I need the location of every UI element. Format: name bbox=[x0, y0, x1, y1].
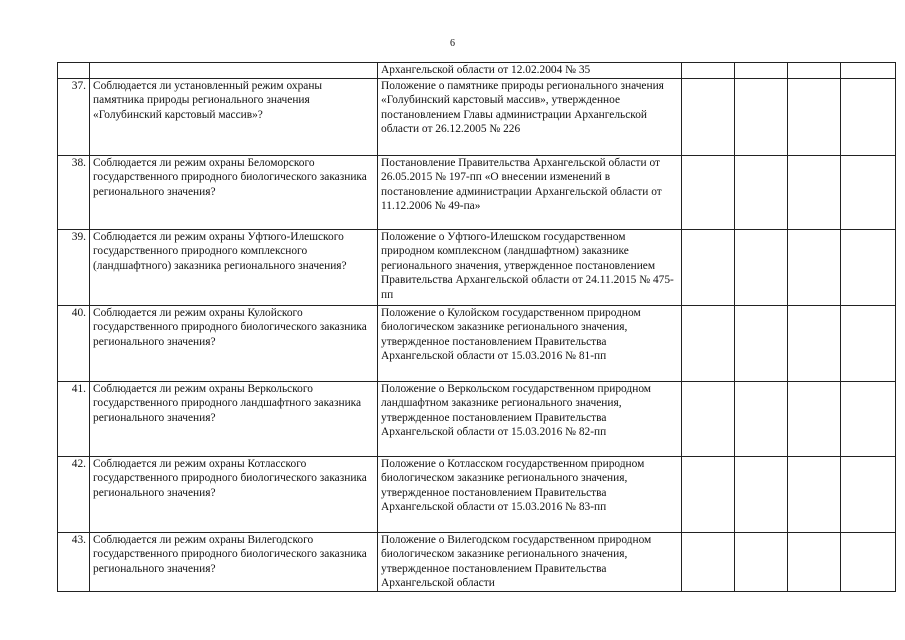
row-number: 42. bbox=[58, 456, 90, 532]
note-cell[interactable] bbox=[841, 456, 896, 532]
answer-no-cell[interactable] bbox=[735, 381, 788, 456]
answer-yes-cell[interactable] bbox=[682, 305, 735, 381]
checklist-table bbox=[57, 62, 896, 592]
row-number: 43. bbox=[58, 532, 90, 591]
answer-yes-cell[interactable] bbox=[682, 381, 735, 456]
legal-basis-cell: Положение о Уфтюго-Илешском государственном природном комплексном (ландшафтном) заказнике регионального значения, утвержденное постановлением Правительства Архангельской области от 24.11.2015 № 475-пп bbox=[378, 229, 682, 305]
legal-basis-cell: Положение о памятнике природы регионального значения «Голубинский карстовый массив», утвержденное постановлением Главы администрации Архангельской области от 26.12.2005 № 226 bbox=[378, 78, 682, 155]
row-number: 37. bbox=[58, 78, 90, 155]
answer-no-cell[interactable] bbox=[735, 305, 788, 381]
question-cell: Соблюдается ли режим охраны Беломорского государственного природного биологического заказника регионального значения? bbox=[90, 155, 378, 229]
answer-na-cell[interactable] bbox=[788, 532, 841, 591]
legal-basis-cell: Положение о Веркольском государственном природном ландшафтном заказнике регионального значения, утвержденное постановлением Правительства Архангельской области от 15.03.2016 № 82-пп bbox=[378, 381, 682, 456]
legal-basis-cell: Архангельской области от 12.02.2004 № 35 bbox=[378, 63, 682, 79]
table-row bbox=[58, 305, 896, 381]
table-row bbox=[58, 229, 896, 305]
answer-na-cell[interactable] bbox=[788, 456, 841, 532]
answer-yes-cell[interactable] bbox=[682, 456, 735, 532]
question-cell: Соблюдается ли режим охраны Кулойского государственного природного биологического заказника регионального значения? bbox=[90, 305, 378, 381]
answer-yes-cell[interactable] bbox=[682, 78, 735, 155]
answer-yes-cell[interactable] bbox=[682, 63, 735, 79]
note-cell[interactable] bbox=[841, 381, 896, 456]
note-cell[interactable] bbox=[841, 532, 896, 591]
answer-no-cell[interactable] bbox=[735, 532, 788, 591]
page-number: 6 bbox=[450, 38, 455, 49]
answer-yes-cell[interactable] bbox=[682, 229, 735, 305]
answer-na-cell[interactable] bbox=[788, 381, 841, 456]
question-cell: Соблюдается ли установленный режим охраны памятника природы регионального значения «Голубинский карстовый массив»? bbox=[90, 78, 378, 155]
note-cell[interactable] bbox=[841, 155, 896, 229]
question-cell bbox=[90, 63, 378, 79]
number-cell bbox=[58, 63, 90, 79]
note-cell[interactable] bbox=[841, 305, 896, 381]
table-row bbox=[58, 381, 896, 456]
table-row-continuation bbox=[58, 63, 896, 79]
row-number: 39. bbox=[58, 229, 90, 305]
answer-yes-cell[interactable] bbox=[682, 532, 735, 591]
answer-no-cell[interactable] bbox=[735, 456, 788, 532]
answer-no-cell[interactable] bbox=[735, 155, 788, 229]
table-row bbox=[58, 456, 896, 532]
answer-no-cell[interactable] bbox=[735, 229, 788, 305]
question-cell: Соблюдается ли режим охраны Котласского государственного природного биологического заказника регионального значения? bbox=[90, 456, 378, 532]
table-row bbox=[58, 78, 896, 155]
note-cell[interactable] bbox=[841, 229, 896, 305]
answer-no-cell[interactable] bbox=[735, 63, 788, 79]
answer-na-cell[interactable] bbox=[788, 229, 841, 305]
row-number: 40. bbox=[58, 305, 90, 381]
note-cell[interactable] bbox=[841, 63, 896, 79]
question-cell: Соблюдается ли режим охраны Веркольского государственного природного ландшафтного заказника регионального значения? bbox=[90, 381, 378, 456]
legal-basis-cell: Положение о Вилегодском государственном природном биологическом заказнике регионального значения, утвержденное постановлением Правительства Архангельской области bbox=[378, 532, 682, 591]
row-number: 38. bbox=[58, 155, 90, 229]
row-number: 41. bbox=[58, 381, 90, 456]
answer-yes-cell[interactable] bbox=[682, 155, 735, 229]
answer-na-cell[interactable] bbox=[788, 78, 841, 155]
legal-basis-cell: Положение о Котласском государственном природном биологическом заказнике регионального значения, утвержденное постановлением Правительства Архангельской области от 15.03.2016 № 83-пп bbox=[378, 456, 682, 532]
question-cell: Соблюдается ли режим охраны Вилегодского государственного природного биологического заказника регионального значения? bbox=[90, 532, 378, 591]
table-row bbox=[58, 532, 896, 591]
note-cell[interactable] bbox=[841, 78, 896, 155]
legal-basis-cell: Положение о Кулойском государственном природном биологическом заказнике регионального значения, утвержденное постановлением Правительства Архангельской области от 15.03.2016 № 81-пп bbox=[378, 305, 682, 381]
question-cell: Соблюдается ли режим охраны Уфтюго-Илешского государственного природного комплексного (ландшафтного) заказника регионального значения? bbox=[90, 229, 378, 305]
legal-basis-cell: Постановление Правительства Архангельской области от 26.05.2015 № 197-пп «О внесении изменений в постановление администрации Архангельской области от 11.12.2006 № 49-па» bbox=[378, 155, 682, 229]
answer-na-cell[interactable] bbox=[788, 305, 841, 381]
answer-na-cell[interactable] bbox=[788, 155, 841, 229]
answer-na-cell[interactable] bbox=[788, 63, 841, 79]
answer-no-cell[interactable] bbox=[735, 78, 788, 155]
table-row bbox=[58, 155, 896, 229]
